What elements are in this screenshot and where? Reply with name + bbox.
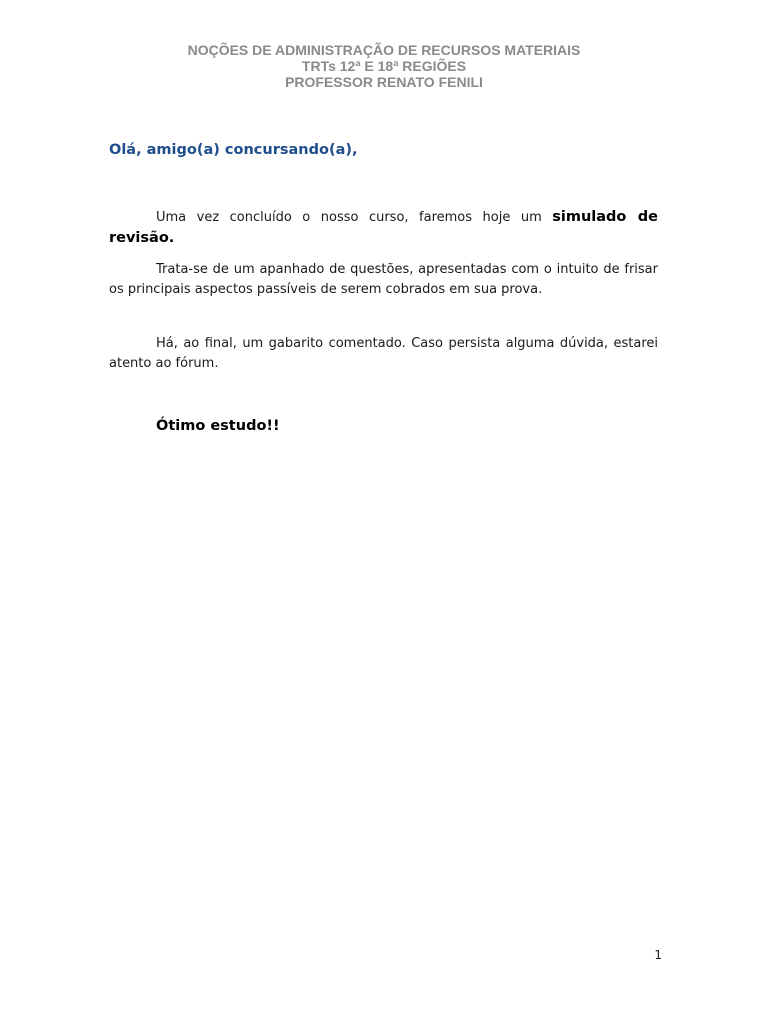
paragraph-intro-text: Uma vez concluído o nosso curso, faremos hoje um [156, 210, 553, 225]
paragraph-intro-bold: simulado de revisão. [109, 209, 658, 246]
page-header [0, 42, 768, 90]
header-professor: PROFESSOR RENATO FENILI [285, 74, 483, 90]
paragraph-answer-key: Há, ao final, um gabarito comentado. Caso persista alguma dúvida, estarei atento ao fórum. [109, 336, 658, 371]
paragraph-intro [109, 207, 658, 249]
header-regions: TRTs 12ª E 18ª REGIÕES [301, 58, 467, 74]
greeting: Olá, amigo(a) concursando(a), [109, 142, 358, 158]
page-number: 1 [654, 948, 662, 962]
paragraph-description: Trata-se de um apanhado de questões, apresentadas com o intuito de frisar os principais aspectos passíveis de serem cobrados em sua prova. [109, 262, 658, 297]
closing-remark: Ótimo estudo!! [156, 418, 280, 434]
header-course-title: NOÇÕES DE ADMINISTRAÇÃO DE RECURSOS MATERIAIS [187, 42, 581, 58]
